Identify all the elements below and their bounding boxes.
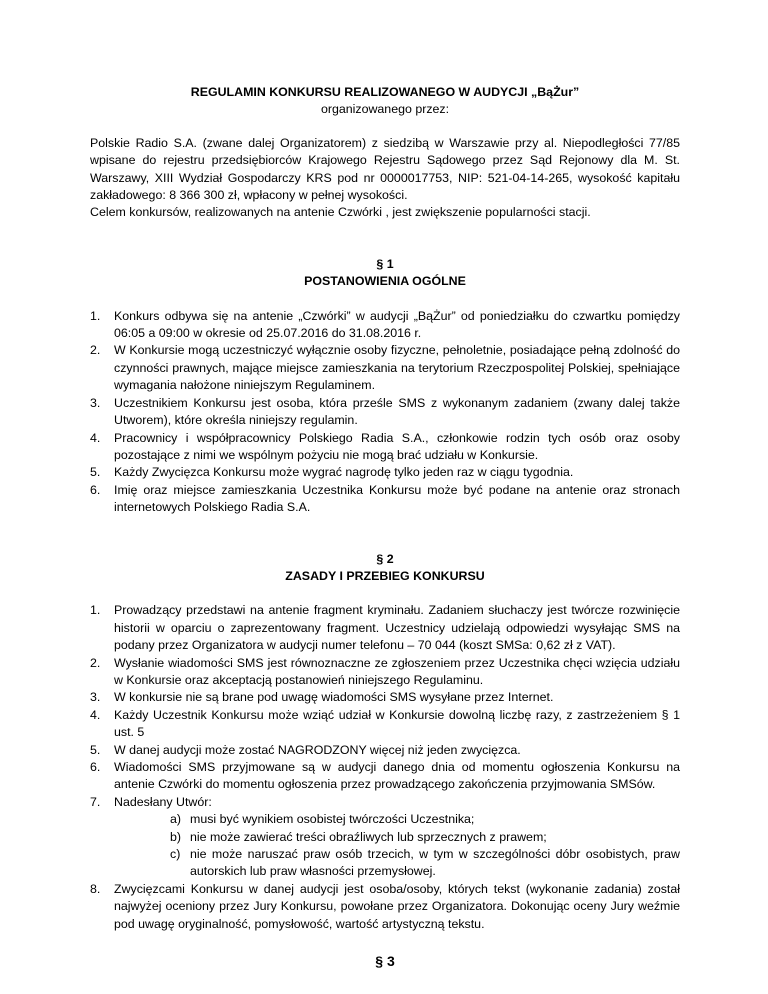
item-number: 6. bbox=[90, 482, 101, 497]
item-number: 3. bbox=[90, 690, 101, 705]
list-item bbox=[90, 689, 680, 706]
sub-list-item bbox=[170, 829, 680, 846]
sub-list bbox=[114, 811, 680, 881]
item-number: 2. bbox=[90, 655, 101, 670]
item-text: Prowadzący przedstawi na antenie fragment kryminału. Zadaniem słuchaczy jest twórcze rozwinięcie historii w oparciu o zaprezentowany fragment. Uczestnicy udzielają odpowiedzi wysyłając SMS na podany przez Organizatora w audycji numer telefonu – 70 044 (koszt SMSa: 0,62 zł z VAT). bbox=[114, 603, 680, 653]
item-number: 5. bbox=[90, 742, 101, 757]
document-header bbox=[90, 84, 680, 119]
list-item bbox=[90, 464, 680, 481]
section-2-number: § 2 bbox=[376, 551, 394, 566]
item-number: 4. bbox=[90, 430, 101, 445]
list-item bbox=[90, 794, 680, 881]
sub-item-text: musi być wynikiem osobistej twórczości Uczestnika; bbox=[190, 812, 475, 827]
list-item bbox=[90, 655, 680, 690]
section-3-number: § 3 bbox=[375, 953, 395, 970]
item-text: W konkursie nie są brane pod uwagę wiadomości SMS wysyłane przez Internet. bbox=[114, 690, 554, 705]
list-item bbox=[90, 342, 680, 394]
sub-item-letter: a) bbox=[170, 812, 182, 827]
section-1-list bbox=[90, 308, 680, 517]
section-1-heading: POSTANOWIENIA OGÓLNE bbox=[304, 274, 466, 289]
sub-item-text: nie może naruszać praw osób trzecich, w tym w szczególności dóbr osobistych, praw autorskich lub praw własności przemysłowej. bbox=[190, 847, 680, 879]
item-number: 2. bbox=[90, 343, 101, 358]
sub-item-text: nie może zawierać treści obraźliwych lub sprzecznych z prawem; bbox=[190, 829, 547, 844]
list-item bbox=[90, 482, 680, 517]
list-item bbox=[90, 707, 680, 742]
sub-item-letter: b) bbox=[170, 829, 182, 844]
list-item bbox=[90, 395, 680, 430]
list-item bbox=[90, 430, 680, 465]
item-text: W Konkursie mogą uczestniczyć wyłącznie osoby fizyczne, pełnoletnie, posiadające pełną zdolność do czynności prawnych, mające miejsce zamieszkania na terytorium Rzeczpospolitej Polskiej, spełniające wymagania nałożone niniejszym Regulaminem. bbox=[114, 343, 680, 393]
item-number: 3. bbox=[90, 395, 101, 410]
list-item bbox=[90, 759, 680, 794]
document-subtitle: organizowanego przez: bbox=[320, 102, 450, 117]
item-text: Uczestnikiem Konkursu jest osoba, która prześle SMS z wykonanym zadaniem (zwany dalej także Utworem), które określa niniejszy regulamin. bbox=[114, 395, 680, 428]
item-number: 1. bbox=[90, 603, 101, 618]
document-title: REGULAMIN KONKURSU REALIZOWANEGO W AUDYCJI „BąŻur” bbox=[190, 85, 580, 99]
section-2-heading: ZASADY I PRZEBIEG KONKURSU bbox=[285, 568, 485, 583]
item-number: 6. bbox=[90, 760, 101, 774]
sub-item-letter: c) bbox=[170, 847, 181, 862]
item-text: Pracownicy i współpracownicy Polskiego Radia S.A., członkowie rodzin tych osób oraz osoby pozostające z nimi we wspólnym pożyciu nie mogą brać udziału w Konkursie. bbox=[114, 430, 680, 462]
section-1-number: § 1 bbox=[376, 256, 394, 271]
intro bbox=[90, 135, 680, 222]
item-number: 5. bbox=[90, 465, 101, 480]
item-number: 4. bbox=[90, 707, 101, 722]
item-text: Konkurs odbywa się na antenie „Czwórki” w audycji „BąŻur” od poniedziałku do czwartku pomiędzy 06:05 a 09:00 w okresie od 25.07.2016 do 31.08.2016 r. bbox=[114, 308, 680, 341]
item-text: Wysłanie wiadomości SMS jest równoznaczne ze zgłoszeniem przez Uczestnika chęci wzięcia udziału w Konkursie oraz akceptacją postanowień niniejszego Regulaminu. bbox=[114, 655, 680, 687]
list-item bbox=[90, 308, 680, 343]
section-2-header bbox=[90, 551, 680, 586]
item-text: Każdy Zwycięzca Konkursu może wygrać nagrodę tylko jeden raz w ciągu tygodnia. bbox=[114, 465, 574, 480]
item-text: Wiadomości SMS przyjmowane są w audycji danego dnia od momentu ogłoszenia Konkursu na antenie Czwórki do momentu ogłoszenia przez prowadzącego zakończenia przyjmowania SMSów. bbox=[114, 760, 680, 792]
sub-list-item bbox=[170, 811, 680, 828]
item-text: Nadesłany Utwór: bbox=[114, 794, 212, 809]
sub-list-item bbox=[170, 846, 680, 881]
intro-organizer-paragraph: Polskie Radio S.A. (zwane dalej Organizatorem) z siedzibą w Warszawie przy al. Niepodległości 77/85 wpisane do rejestru przedsiębiorców Krajowego Rejestru Sądowego przez Sąd Rejonowy dla M. St. Warszawy, XIII Wydział Gospodarczy KRS pod nr 0000017753, NIP: 521-04-14-265, wysokość kapitału zakładowego: 8 366 300 zł, wpłacony w pełnej wysokości. bbox=[90, 135, 680, 203]
item-text: Zwycięzcami Konkursu w danej audycji jest osoba/osoby, których tekst (wykonanie zadania) został najwyżej oceniony przez Jury Konkursu, powołane przez Organizatora. Dokonując oceny Jury weźmie pod uwagę oryginalność, pomysłowość, wartość artystyczną tekstu. bbox=[114, 881, 680, 931]
section-2-list bbox=[90, 602, 680, 933]
item-number: 1. bbox=[90, 308, 101, 323]
list-item bbox=[90, 881, 680, 933]
item-number: 7. bbox=[90, 794, 101, 809]
list-item bbox=[90, 742, 680, 759]
item-text: Imię oraz miejsce zamieszkania Uczestnika Konkursu może być podane na antenie oraz stronach internetowych Polskiego Radia S.A. bbox=[114, 482, 680, 515]
section-1-header bbox=[90, 256, 680, 291]
item-text: Każdy Uczestnik Konkursu może wziąć udział w Konkursie dowolną liczbę razy, z zastrzeżeniem § 1 ust. 5 bbox=[114, 707, 680, 740]
intro-purpose-paragraph: Celem konkursów, realizowanych na antenie Czwórki , jest zwiększenie popularności stacji. bbox=[90, 205, 591, 220]
item-number: 8. bbox=[90, 881, 101, 896]
item-text: W danej audycji może zostać NAGRODZONY więcej niż jeden zwycięzca. bbox=[114, 742, 521, 757]
list-item bbox=[90, 602, 680, 654]
